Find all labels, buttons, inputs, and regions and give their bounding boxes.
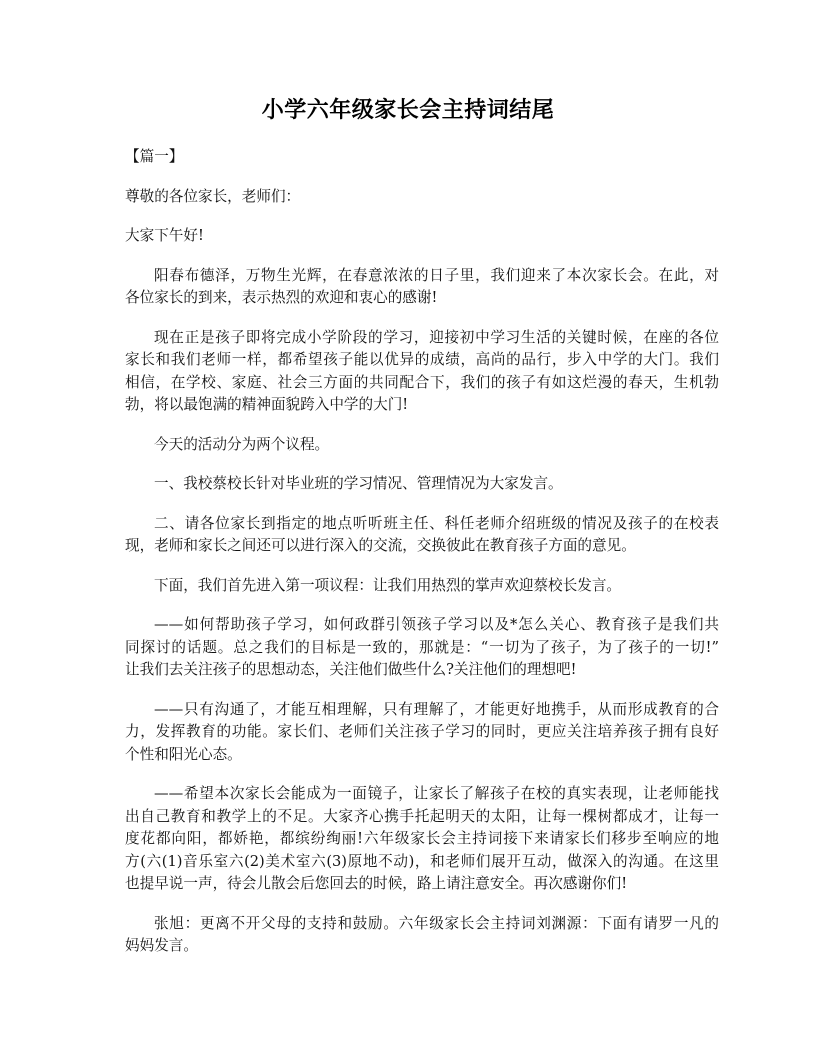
paragraph-list	[125, 186, 719, 958]
paragraph	[125, 913, 719, 958]
paragraph-line: 也提早说一声，待会儿散会后您回去的时候，路上请注意安全。再次感谢你们!	[125, 875, 628, 892]
paragraph-line: 出自己教育和教学上的不足。大家齐心携手托起明天的太阳，让每一棵树都成才，让每一	[125, 807, 719, 825]
paragraph-line: ——只有沟通了，才能互相理解，只有理解了，才能更好地携手，从而形成教育的合	[154, 700, 719, 718]
document-title: 小学六年级家长会主持词结尾	[261, 98, 555, 123]
paragraph	[125, 265, 719, 310]
paragraph-line: 尊敬的各位家长，老师们：	[125, 187, 301, 205]
paragraph	[125, 513, 719, 558]
paragraph	[125, 186, 719, 209]
paragraph	[125, 699, 719, 767]
paragraph	[125, 614, 719, 682]
paragraph-line: 个性和阳光心态。	[125, 745, 242, 763]
paragraph	[125, 327, 719, 417]
paragraph-line: 今天的活动分为两个议程。	[154, 435, 330, 453]
paragraph-line: 一、我校蔡校长针对毕业班的学习情况、管理情况为大家发言。	[154, 475, 563, 492]
section-label-text: 【篇一】	[125, 148, 184, 165]
paragraph-line: 妈妈发言。	[125, 937, 198, 954]
paragraph-line: 二、请各位家长到指定的地点听听班主任、科任老师介绍班级的情况及孩子的在校表	[154, 514, 719, 532]
paragraph-line: 现在正是孩子即将完成小学阶段的学习，迎接初中学习生活的关键时候，在座的各位	[154, 328, 719, 346]
paragraph-line: 各位家长的到来，表示热烈的欢迎和衷心的感谢!	[125, 289, 438, 306]
paragraph-line: 相信，在学校、家庭、社会三方面的共同配合下，我们的孩子有如这烂漫的春天，生机勃	[125, 373, 719, 391]
paragraph	[125, 783, 719, 896]
paragraph-line: 让我们去关注孩子的思想动态，关注他们做些什么?关注他们的理想吧!	[125, 661, 577, 678]
paragraph	[125, 225, 719, 248]
paragraph-line: 勃，将以最饱满的精神面貌跨入中学的大门!	[125, 396, 409, 413]
paragraph-line: 现，老师和家长之间还可以进行深入的交流，交换彼此在教育孩子方面的意见。	[125, 537, 636, 554]
paragraph-line: 家长和我们老师一样，都希望孩子能以优异的成绩，高尚的品行，步入中学的大门。我们	[125, 351, 719, 368]
paragraph-line: ——如何帮助孩子学习，如何政群引领孩子学习以及*怎么关心、教育孩子是我们共	[154, 616, 719, 633]
paragraph	[125, 434, 719, 457]
paragraph-line: 阳春布德泽，万物生光辉，在春意浓浓的日子里，我们迎来了本次家长会。在此，对	[154, 266, 719, 284]
paragraph-line: 方(六(1)音乐室六(2)美术室六(3)原地不动)，和老师们展开互动，做深入的沟通。在这里	[125, 852, 719, 870]
paragraph	[125, 473, 719, 496]
paragraph-line: 力，发挥教育的功能。家长们、老师们关注孩子学习的同时，更应关注培养孩子拥有良好	[125, 723, 719, 740]
paragraph	[125, 575, 719, 598]
paragraph-line: 度花都向阳，都娇艳，都缤纷绚丽!六年级家长会主持词接下来请家长们移步至响应的地	[125, 830, 719, 847]
section-label	[125, 146, 719, 169]
document-body	[125, 146, 719, 975]
paragraph-line: 大家下午好!	[125, 227, 204, 244]
paragraph-line: 张旭：更离不开父母的支持和鼓励。六年级家长会主持词刘渊源：下面有请罗一凡的	[154, 914, 719, 932]
paragraph-line: 同探讨的话题。总之我们的目标是一致的，那就是：“一切为了孩子，为了孩子的一切!”	[125, 638, 719, 656]
paragraph-line: 下面，我们首先进入第一项议程：让我们用热烈的掌声欢迎蔡校长发言。	[154, 576, 622, 594]
paragraph-line: ——希望本次家长会能成为一面镜子，让家长了解孩子在校的真实表现，让老师能找	[154, 785, 719, 802]
